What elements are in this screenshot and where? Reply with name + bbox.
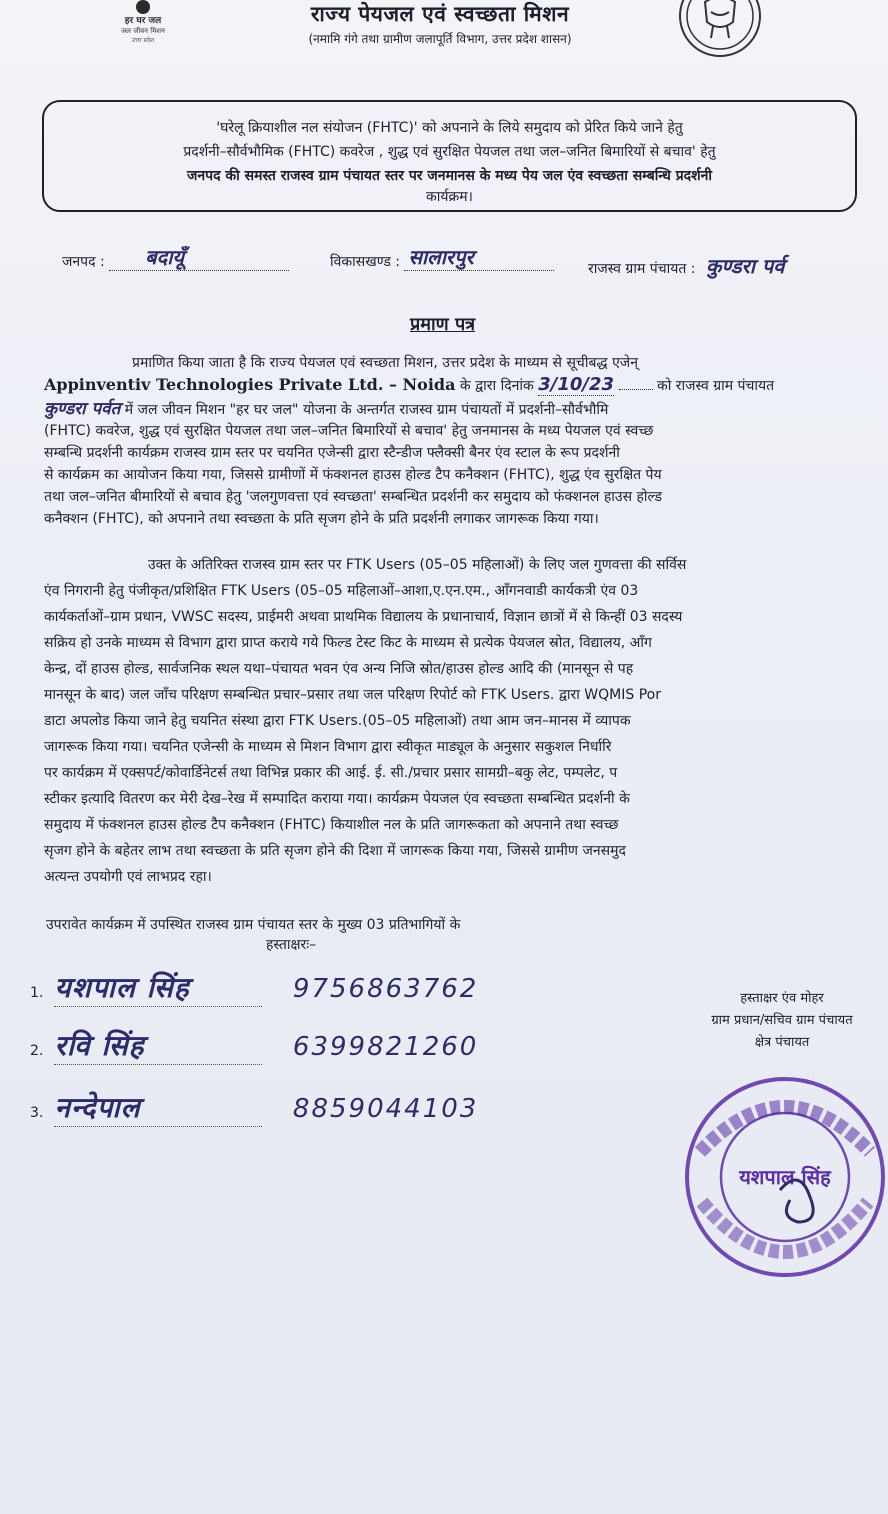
p2-line-13: अत्यन्त उपयोगी एवं लाभप्रद रहा।	[44, 869, 212, 885]
date-label: के द्वारा दिनांक	[459, 378, 534, 394]
p1-line-4: (FHTC) कवरेज, शुद्ध एवं सुरक्षित पेयजल तथा जल–जनित बिमारियों से बचाव' हेतु जनमानस के मध्य पेयजल एवं स्वच्छ	[44, 423, 654, 439]
p2-line-7: डाटा अपलोड किया जाने हेतु चयनित संस्था द्वारा FTK Users.(05–05 महिलाओं) तथा आम जन–मानस में व्यापक	[44, 713, 631, 729]
block-field	[330, 245, 554, 271]
p1-line-2	[44, 374, 888, 398]
panchayat-field	[588, 252, 784, 279]
district-value: बदायूँ	[145, 245, 184, 269]
seal-caption-line-2: ग्राम प्रधान/सचिव ग्राम पंचायत	[711, 1013, 853, 1028]
p1-line-5: सम्बन्धि प्रदर्शनी कार्यक्रम राजस्व ग्राम स्तर पर चयनित एजेन्सी द्वारा स्टैन्डीज फ्लैक्सी बैनर एंव स्टाल के रूप प्रदर्शनी	[44, 445, 620, 461]
district-value-line	[109, 245, 289, 271]
logo-text-1: हर घर जल	[124, 16, 162, 26]
participant-name: नन्देपाल	[54, 1088, 262, 1127]
participant-name: रवि सिंह	[54, 1026, 262, 1065]
p1-line-3-text: में जल जीवन मिशन "हर घर जल" योजना के अन्तर्गत राजस्व ग्राम पंचायतों में प्रदर्शनी–सौर्वभौमि	[124, 402, 609, 418]
p1-line-3	[44, 398, 888, 420]
topic-line-4: कार्यक्रम।	[426, 189, 473, 205]
participant-row	[30, 1088, 478, 1127]
p1-line-8: कनैक्शन (FHTC), को अपनाने तथा स्वच्छता के प्रति सृजग होने के प्रति प्रदर्शनी लगाकर जागरूक किया गया।	[44, 511, 599, 527]
certificate-title: प्रमाण पत्र	[410, 314, 476, 335]
topic-line-2: प्रदर्शनी–सौर्वभौमिक (FHTC) कवरेज , शुद्ध एवं सुरक्षित पेयजल तथा जल–जनित बिमारियों से बचाव' हेतु	[183, 144, 716, 160]
agency-name: Appinventiv Technologies Private Ltd. – Noida	[44, 375, 456, 394]
district-field	[62, 245, 289, 271]
p2-line-10: स्टीकर इत्यादि वितरण कर मेरी देख–रेख में सम्पादित कराया गया। कार्यक्रम पेयजल एंव स्वच्छता सम्बन्धित प्रदर्शनी के	[44, 791, 630, 807]
p1-line-6: से कार्यक्रम का आयोजन किया गया, जिससे ग्रामीणों में फंक्शनल हाउस होल्ड टैप कनैक्शन (FHTC), शुद्ध एंव सुरक्षित पेय	[44, 467, 662, 483]
logo-text-3: उत्तर प्रदेश	[131, 37, 155, 44]
p2-line-9: पर कार्यक्रम में एक्सपर्ट/कोवार्डिनेटर्स तथा विभिन्न प्रकार की आई. ई. सी./प्रचार प्रसार सामग्री–बकु लेट, पम्पलेट, प	[44, 765, 618, 781]
seal-caption-line-3: क्षेत्र पंचायत	[754, 1035, 810, 1050]
p2-line-12: सृजग होने के बहेतर लाभ तथा स्वच्छता के प्रति सृजग होने की दिशा में जागरूक किया गया, जिससे ग्रामीण जनसमुद	[44, 843, 626, 859]
p2-line-1: उक्त के अतिरिक्त राजस्व ग्राम स्तर पर FTK Users (05–05 महिलाओं) के लिए जल गुणवत्ता की सर्विस	[148, 557, 687, 573]
har-ghar-jal-logo	[98, 0, 188, 56]
participant-phone: 6399821260	[292, 1032, 479, 1062]
program-date: 3/10/23	[538, 374, 615, 395]
p2-line-5: केन्द्र, दों हाउस होल्ड, सार्वजनिक स्थल यथा–पंचायत भवन एंव अन्य निजि स्रोत/हाउस होल्ड आदि की (मानसून से पह	[44, 661, 634, 677]
participant-phone: 8859044103	[292, 1094, 479, 1124]
panchayat-label-inline: को राजस्व ग्राम पंचायत	[656, 378, 775, 394]
p2-line-8: जागरूक किया गया। चयनित एजेन्सी के माध्यम से मिशन विभाग द्वारा स्वीकृत माड्यूल के अनुसार सकुशल निर्धारि	[44, 739, 612, 755]
p2-line-4: सक्रिय हो उनके माध्यम से विभाग द्वारा प्राप्त कराये गये फिल्ड टेस्ट किट के माध्यम से प्रत्येक पेयजल स्रोत, विद्यालय, आँग	[44, 635, 652, 651]
program-topic-box	[42, 100, 857, 212]
panchayat-name-inline: कुण्डरा पर्वत	[44, 399, 121, 419]
paragraph-1	[44, 352, 888, 530]
paragraph-2	[44, 552, 888, 890]
p2-line-11: समुदाय में फंक्शनल हाउस होल्ड टैप कनैक्शन (FHTC) कियाशील नल के प्रति जागरूकता को अपनाने तथा स्वच्छ	[44, 817, 619, 833]
participant-phone: 9756863762	[292, 974, 479, 1004]
participant-row	[30, 1026, 478, 1065]
p2-line-3: कार्यकर्ताओं–ग्राम प्रधान, VWSC सदस्य, प्राईमरी अथवा प्राथमिक विद्यालय के प्रधानाचार्य, विज्ञान छात्रों में से किन्हीं 03 सदस्य	[44, 609, 683, 625]
stamp-name: यशपाल सिंह	[739, 1165, 831, 1189]
panchayat-value: कुण्डरा पर्व	[705, 254, 785, 278]
participant-row	[30, 968, 478, 1007]
topic-line-1: 'घरेलू क्रियाशील नल संयोजन (FHTC)' को अपनाने के लिये समुदाय को प्रेरित किये जाने हेतु	[216, 120, 683, 136]
up-government-emblem-icon	[675, 0, 765, 58]
block-label: विकासखण्ड :	[330, 254, 401, 270]
header-subtitle: (नमामि गंगे तथा ग्रामीण जलापूर्ति विभाग, उत्तर प्रदेश शासन)	[308, 32, 572, 46]
participant-name: यशपाल सिंह	[54, 968, 262, 1007]
water-drop-icon	[136, 0, 150, 14]
p2-line-6: मानसून के बाद) जल जाँच परिक्षण सम्बन्धित प्रचार–प्रसार तथा जल परिक्षण रिपोर्ट को FTK Users. द्वारा WQMIS Por	[44, 687, 661, 703]
seal-caption-line-1: हस्ताक्षर एंव मोहर	[740, 991, 824, 1006]
logo-text-2: जल जीवन मिशन	[121, 27, 165, 35]
p2-line-2: एंव निगरानी हेतु पंजीकृत/प्रशिक्षित FTK Users (05–05 महिलाओं–आशा,ए.एन.एम., आँगनवाडी कार्यकत्री एंव 03	[44, 583, 639, 599]
village-pradhan-stamp	[680, 1072, 888, 1282]
participants-intro-line-1: उपरावेत कार्यक्रम में उपस्थित राजस्व ग्राम पंचायत स्तर के मुख्य 03 प्रतिभागियों के	[46, 917, 461, 933]
header-title: राज्य पेयजल एवं स्वच्छता मिशन	[310, 2, 570, 26]
participant-number: 1.	[30, 985, 44, 1001]
participants-intro	[46, 915, 646, 955]
block-value-line	[404, 245, 554, 271]
p1-line-7: तथा जल–जनित बीमारियों से बचाव हेतु 'जलगुणवत्ता एवं स्वच्छता' सम्बन्धित प्रदर्शनी कर समुदाय को फंक्शनल हाउस होल्ड	[44, 489, 663, 505]
participant-number: 3.	[30, 1105, 44, 1121]
panchayat-label: राजस्व ग्राम पंचायत :	[588, 261, 696, 277]
p1-line-1: प्रमाणित किया जाता है कि राज्य पेयजल एवं स्वच्छता मिशन, उत्तर प्रदेश के माध्यम से सूचीबद्ध एजेन्	[132, 355, 638, 371]
topic-line-3: जनपद की समस्त राजस्व ग्राम पंचायत स्तर पर जनमानस के मध्य पेय जल एंव स्वच्छता सम्बन्धि प्रदर्शनी	[186, 168, 713, 184]
district-label: जनपद :	[62, 254, 105, 270]
block-value: सालारपुर	[408, 245, 474, 269]
participant-number: 2.	[30, 1043, 44, 1059]
seal-caption	[676, 988, 888, 1054]
participants-intro-line-2: हस्ताक्षरः–	[266, 937, 317, 953]
location-fields	[62, 245, 888, 282]
